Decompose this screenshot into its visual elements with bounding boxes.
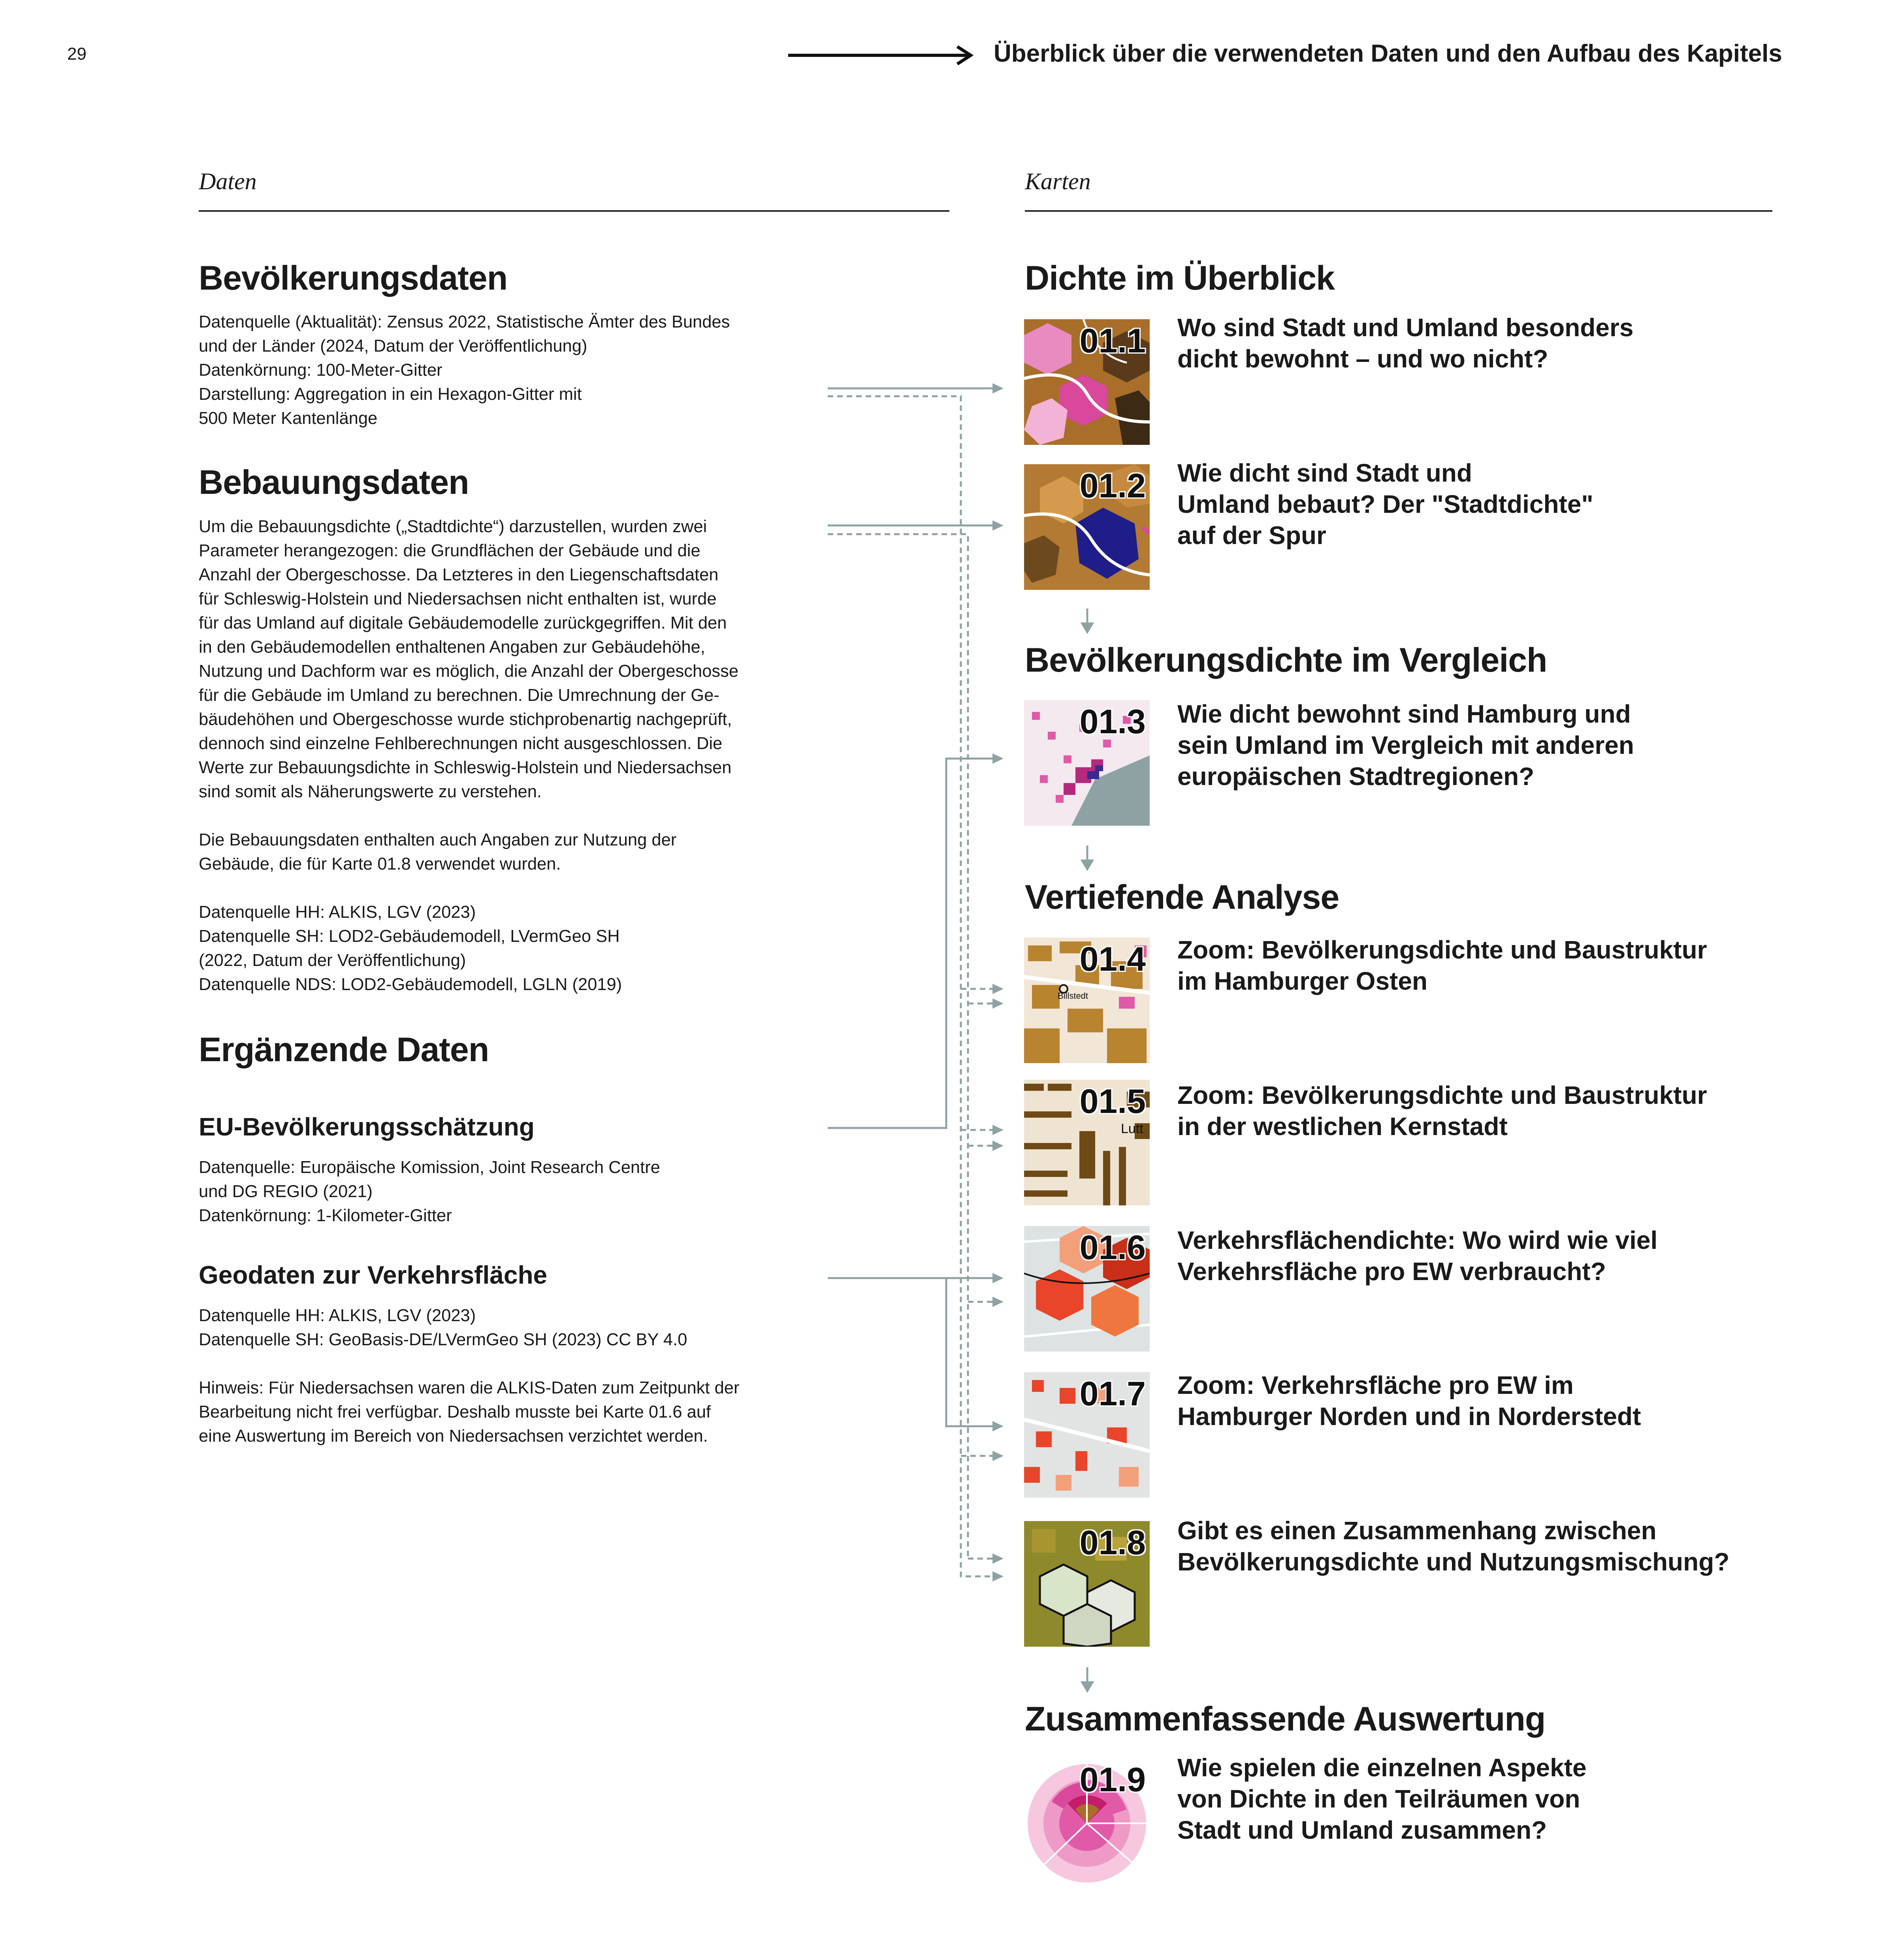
map-question-01-1[interactable]: Wo sind Stadt und Umland besonders dicht bewohnt – und wo nicht? <box>1177 313 1634 373</box>
map-thumbnail-01-9[interactable] <box>1024 1758 1150 1884</box>
bevoelkerungsdaten-text: Datenquelle (Aktualität): Zensus 2022, Statistische Ämter des Bundes und der Länder (2024, Datum der Veröffentlichung) Datenkörnung: 100-Meter-Gitter Darstellung: Aggregation in ein Hexagon-Gitter mit 500 Meter Kantenlänge <box>199 313 730 428</box>
map-place-label: Billstedt <box>1058 991 1088 1001</box>
column-heading-karten: Karten <box>1025 168 1091 194</box>
map-question-01-9[interactable]: Wie spielen die einzelnen Aspekte von Dichte in den Teilräumen von Stadt und Umland zusammen? <box>1177 1753 1587 1844</box>
section-title-ergaenzende-daten: Ergänzende Daten <box>199 1031 489 1069</box>
eu-text: Datenquelle: Europäische Komission, Joint Research Centre und DG REGIO (2021) Datenkörnung: 1-Kilometer-Gitter <box>199 1158 660 1225</box>
map-question-01-2[interactable]: Wie dicht sind Stadt und Umland bebaut? Der "Stadtdichte" auf der Spur <box>1177 459 1593 550</box>
map-number: 01.2 <box>1079 467 1146 505</box>
map-question-01-3[interactable]: Wie dicht bewohnt sind Hamburg und sein Umland im Vergleich mit anderen europäischen Stadtregionen? <box>1177 700 1634 791</box>
page-number: 29 <box>67 44 87 64</box>
map-number: 01.8 <box>1079 1524 1146 1562</box>
map-thumbnail-01-8[interactable] <box>1024 1521 1150 1647</box>
map-thumbnail-01-3[interactable] <box>1024 700 1150 826</box>
map-question-01-4[interactable]: Zoom: Bevölkerungsdichte und Baustruktur im Hamburger Osten <box>1177 936 1707 995</box>
section-title-bevoelkerungsdaten: Bevölkerungsdaten <box>199 259 508 297</box>
map-place-label: Lutt <box>1121 1121 1143 1136</box>
chapter-title: Überblick über die verwendeten Daten und den Aufbau des Kapitels <box>994 40 1782 67</box>
subsection-title-verkehrsflaeche: Geodaten zur Verkehrsfläche <box>199 1261 548 1289</box>
map-thumbnail-01-6[interactable] <box>1024 1226 1150 1352</box>
subsection-title-eu: EU-Bevölkerungsschätzung <box>199 1113 535 1141</box>
section-title-dichte-im-ueberblick: Dichte im Überblick <box>1025 259 1335 297</box>
map-question-01-6[interactable]: Verkehrsflächendichte: Wo wird wie viel Verkehrsfläche pro EW verbraucht? <box>1177 1226 1658 1286</box>
map-number: 01.5 <box>1079 1083 1146 1120</box>
map-question-01-8[interactable]: Gibt es einen Zusammenhang zwischen Bevölkerungsdichte und Nutzungsmischung? <box>1177 1516 1730 1576</box>
map-question-01-7[interactable]: Zoom: Verkehrsfläche pro EW im Hamburger Norden und in Norderstedt <box>1177 1371 1641 1431</box>
map-thumbnail-01-7[interactable] <box>1024 1372 1150 1498</box>
section-title-vertiefende-analyse: Vertiefende Analyse <box>1025 878 1339 916</box>
map-number: 01.6 <box>1079 1229 1146 1267</box>
map-number: 01.4 <box>1079 940 1146 978</box>
map-number: 01.9 <box>1079 1761 1146 1799</box>
section-title-bevoelkerungsdichte-im-vergleich: Bevölkerungsdichte im Vergleich <box>1025 641 1547 679</box>
section-title-zusammenfassende-auswertung: Zusammenfassende Auswertung <box>1025 1700 1546 1738</box>
verkehrsflaeche-text: Datenquelle HH: ALKIS, LGV (2023) Datenquelle SH: GeoBasis-DE/LVermGeo SH (2023) CC BY 4.0 Hinweis: Für Niedersachsen waren die ALKIS-Daten zum Zeitpunkt der Bearbeitung nicht frei verfügbar. Deshalb musste bei Karte 01.6 auf eine Auswertung im Bereich von Niedersachsen verzichtet werden. <box>199 1306 740 1446</box>
bebauungsdaten-text: Um die Bebauungsdichte („Stadtdichte“) darzustellen, wurden zwei Parameter herangezogen: die Grundflächen der Gebäude und die Anzahl der Obergeschosse. Da Letzteres in den Liegenschaftsdaten für Schleswig-Holstein und Niedersachsen nicht enthalten ist, wurde für das Umland auf digitale Gebäudemodelle zurückgegriffen. Mit den in den Gebäudemodellen enthaltenen Angaben zur Gebäudehöhe, Nutzung und Dachform war es möglich, die Anzahl der Obergeschosse für die Gebäude im Umland zu berechnen. Die Umrechnung der Ge- bäudehöhen und Obergeschosse wurde stichprobenartig nachgeprüft, dennoch sind einzelne Fehlberechnungen nicht ausgeschlossen. Die Werte zur Bebauungsdichte in Schleswig-Holstein und Niedersachsen sind somit als Näherungswerte zu verstehen. Die Bebauungsdaten enthalten auch Angaben zur Nutzung der Gebäude, die für Karte 01.8 verwendet wurden. Datenquelle HH: ALKIS, LGV (2023) Datenquelle SH: LOD2-Gebäudemodell, LVermGeo SH (2022, Datum der Veröffentlichung) Datenquelle NDS: LOD2-Gebäudemodell, LGLN (2019) <box>199 517 739 994</box>
map-thumbnail-01-1[interactable] <box>1024 319 1150 445</box>
map-thumbnail-01-4[interactable] <box>1024 938 1150 1063</box>
map-number: 01.7 <box>1079 1375 1146 1413</box>
map-number: 01.1 <box>1079 322 1146 360</box>
map-number: 01.3 <box>1079 703 1146 741</box>
column-heading-daten: Daten <box>199 168 257 194</box>
section-title-bebauungsdaten: Bebauungsdaten <box>199 463 469 501</box>
map-question-01-5[interactable]: Zoom: Bevölkerungsdichte und Baustruktur in der westlichen Kernstadt <box>1177 1081 1707 1141</box>
map-thumbnail-01-2[interactable] <box>1024 464 1150 590</box>
map-thumbnail-01-5[interactable] <box>1024 1080 1150 1205</box>
